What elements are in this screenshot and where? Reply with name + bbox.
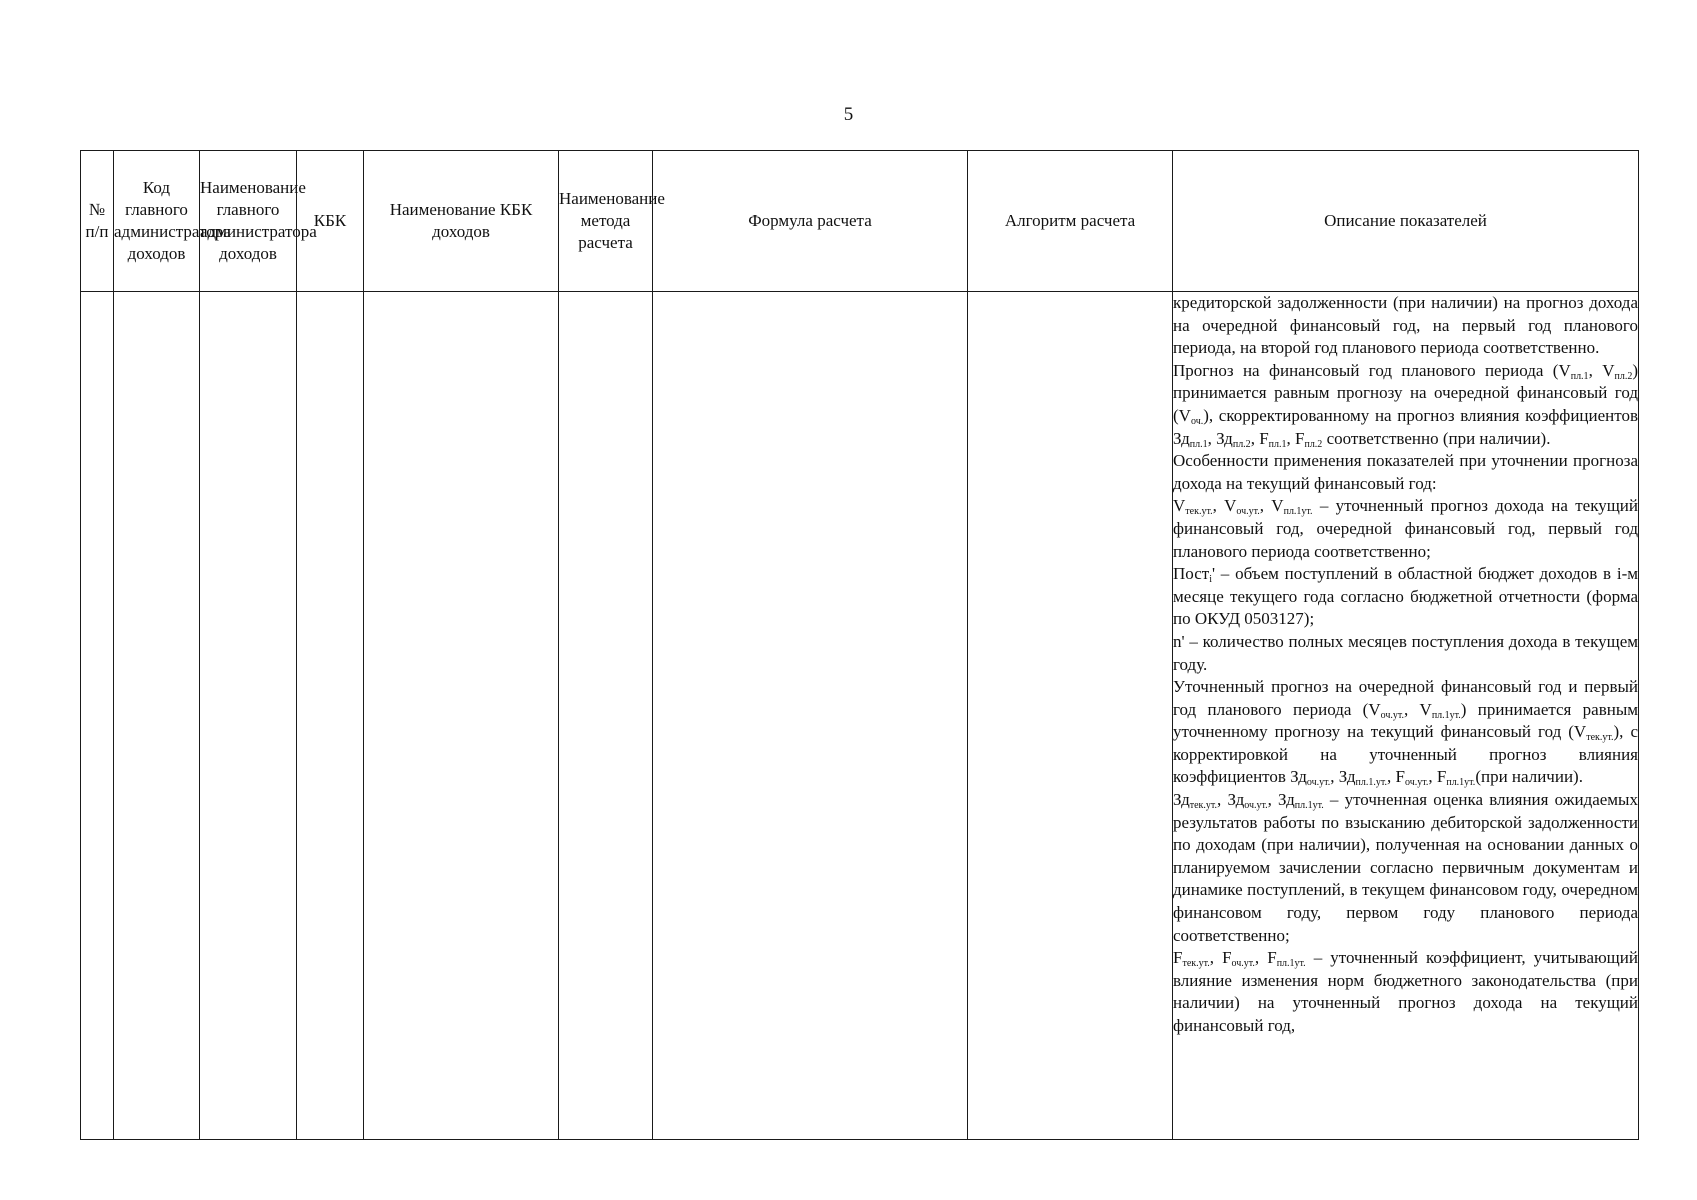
table-header-row: [81, 151, 1639, 292]
header-admin-name: Наименование главного администратора доходов: [200, 151, 297, 292]
cell-kbk-name: [364, 292, 559, 1140]
description-paragraph: $F_{тек.ут.}$, $F_{оч.ут.}$, $F_{пл.1ут.}$ – уточненный коэффициент, учитывающий влияние изменения норм бюджетного законодательства (при наличии) на уточненный прогноз дохода на текущий финансовый год,: [1173, 948, 1638, 1035]
header-kbk: КБК: [297, 151, 364, 292]
header-algorithm: Алгоритм расчета: [968, 151, 1173, 292]
description-paragraph: Уточненный прогноз на очередной финансовый год и первый год планового периода ($V_{оч.ут.}$, $V_{пл.1ут.}$) принимается равным уточненному прогнозу на текущий финансовый год $(V_{тек.ут.})$, с корректировкой на уточненный прогноз влияния коэффициентов $Зд_{оч.ут.}$, $Зд_{пл.1.ут.}$, $F_{оч.ут.}$, $F_{пл.1ут.}(при$ наличии).: [1173, 677, 1638, 789]
cell-formula: [653, 292, 968, 1140]
header-admin-code: Код главного администратора доходов: [114, 151, 200, 292]
description-paragraph: Особенности применения показателей при уточнении прогноза дохода на текущий финансовый год:: [1173, 451, 1638, 493]
page-number: 5: [843, 104, 854, 125]
description-paragraph: Пост$_i$' – объем поступлений в областной бюджет доходов в i-м месяце текущего года согласно бюджетной отчетности (форма по ОКУД 0503127);: [1173, 564, 1638, 629]
header-method-name: Наименование метода расчета: [559, 151, 653, 292]
cell-number: [81, 292, 114, 1140]
cell-algorithm: [968, 292, 1173, 1140]
cell-method-name: [559, 292, 653, 1140]
description-paragraph: $V_{тек.ут.}$, $V_{оч.ут.}$, $V_{пл.1ут.}$ – уточненный прогноз дохода на текущий финансовый год, очередной финансовый год, первый год планового периода соответственно;: [1173, 496, 1638, 561]
description-paragraph: кредиторской задолженности (при наличии) на прогноз дохода на очередной финансовый год, на первый год планового периода, на второй год планового периода соответственно.: [1173, 293, 1638, 358]
description-paragraph: n' – количество полных месяцев поступления дохода в текущем году.: [1173, 631, 1638, 674]
cell-admin-code: [114, 292, 200, 1140]
table-row: [81, 292, 1639, 1140]
description-paragraph: $Зд_{тек.ут.}$, $Зд_{оч.ут.}$, $Зд_{пл.1ут.}$ – уточненная оценка влияния ожидаемых результатов работы по взысканию дебиторской задолженности по доходам (при наличии), полученная на основании данных о планируемом зачислении согласно первичным документам и динамике поступлений, в текущем финансовом году, очередном финансовом году, первом году планового периода соответственно;: [1173, 790, 1638, 945]
indicators-table: [80, 150, 1639, 1140]
cell-description: [1173, 292, 1639, 1140]
description-paragraph: Прогноз на финансовый год планового периода ($V_{пл.1}$, $V_{пл.2}$) принимается равным прогнозу на очередной финансовый год $(V_{оч.})$, скорректированному на прогноз влияния коэффициентов $Зд_{пл.1}$, $Зд_{пл.2}$, $F_{пл.1}$, $F_{пл.2}$ соответственно (при наличии).: [1173, 360, 1638, 450]
header-formula: Формула расчета: [653, 151, 968, 292]
header-description: Описание показателей: [1173, 151, 1639, 292]
header-kbk-name: Наименование КБК доходов: [364, 151, 559, 292]
header-number: № п/п: [81, 151, 114, 292]
cell-admin-name: [200, 292, 297, 1140]
cell-kbk: [297, 292, 364, 1140]
